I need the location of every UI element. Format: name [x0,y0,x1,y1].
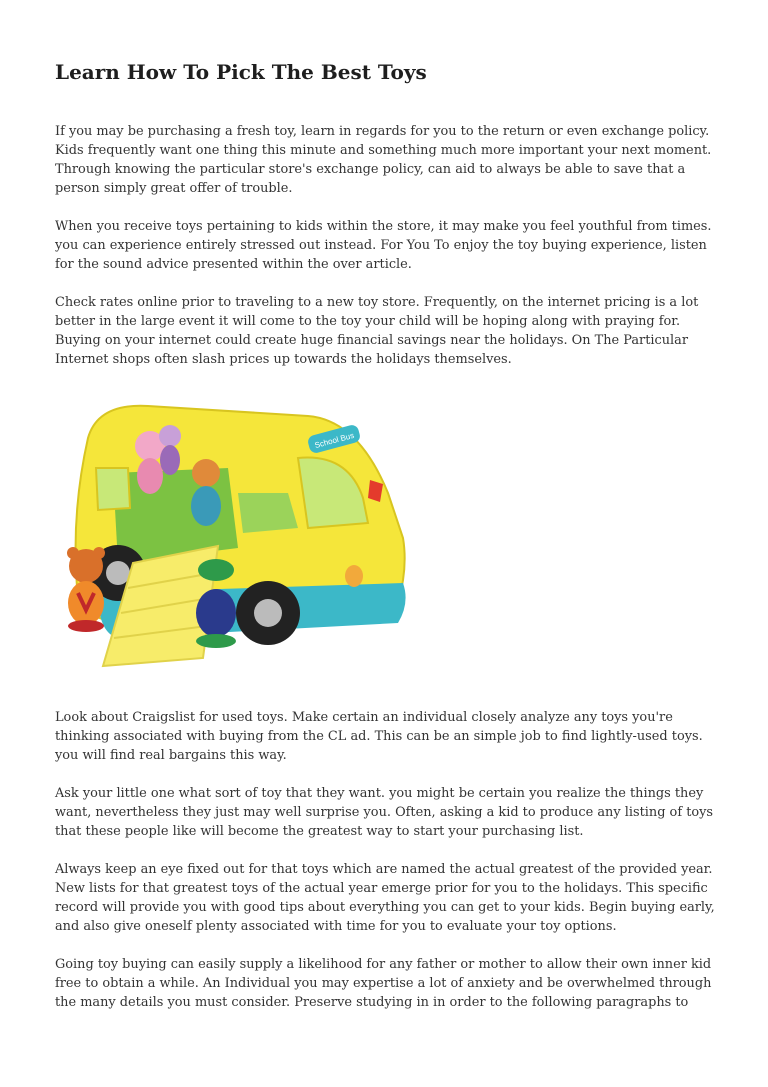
paragraph-2: When you receive toys pertaining to kids within the store, it may make you feel youthful from times. you can experience entirely stressed out instead. For You To enjoy the toy buying experience, listen for the sound advice presented within the over article. [55,219,712,273]
toy-school-bus-image [58,398,418,678]
bear-figure [67,547,105,632]
bus-sign-text: School Bus [313,430,356,451]
paragraph-6: Always keep an eye fixed out for that toys which are named the actual greatest of the provided year. New lists for that greatest toys of the actual year emerge prior for you to the holidays. This specific record will provide you with good tips about everything you can get to your kids. Begin buying early, and also give oneself plenty associated with time for you to evaluate your toy options. [55,862,715,935]
paragraph-5: Ask your little one what sort of toy that they want. you might be certain you realize the things they want, nevertheless they just may well surprise you. Often, asking a kid to produce any listing of toys that these people like will become the greatest way to start your purchasing list. [55,786,714,840]
paragraph-7: Going toy buying can easily supply a likelihood for any father or mother to allow their own inner kid free to obtain a while. An Individual you may expertise a lot of anxiety and be overwhelmed through the many details you must consider. Preserve studying in in order to the following paragraphs to [55,957,712,1011]
paragraph-4: Look about Craigslist for used toys. Make certain an individual closely analyze any toys you're thinking associated with buying from the CL ad. This can be an simple job to find lightly-used toys. you will find real bargains this way. [55,710,703,764]
paragraph-1: If you may be purchasing a fresh toy, learn in regards for you to the return or even exchange policy. Kids frequently want one thing this minute and something much more important your next moment. Through knowing the particular store's exchange policy, can aid to always be able to save that a person simply great offer of trouble. [55,124,712,197]
page-title: Learn How To Pick The Best Toys [55,60,427,84]
paragraph-3: Check rates online prior to traveling to a new toy store. Frequently, on the internet pricing is a lot better in the large event it will come to the toy your child will be hoping along with praying for. Buying on your internet could create huge financial savings near the holidays. On The Particular Internet shops often slash prices up towards the holidays themselves. [55,295,699,368]
cat-figure [191,459,221,526]
